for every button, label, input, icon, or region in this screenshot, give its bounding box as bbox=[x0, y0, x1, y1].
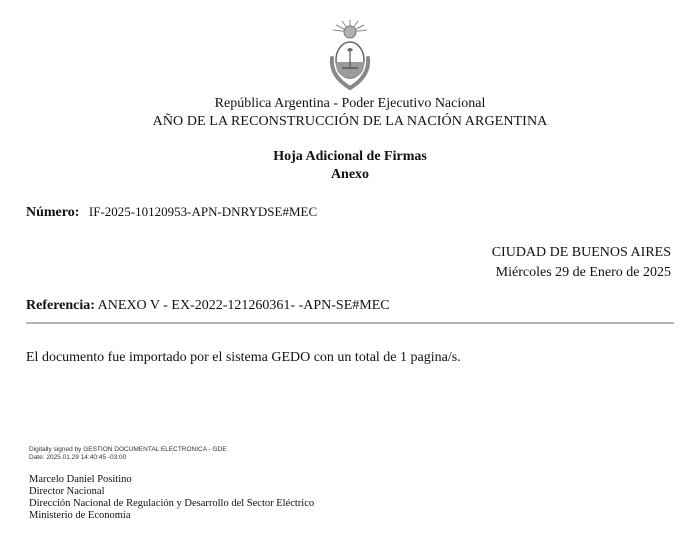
numero-value: IF-2025-10120953-APN-DNRYDSE#MEC bbox=[88, 204, 318, 219]
date: Miércoles 29 de Enero de 2025 bbox=[495, 265, 671, 280]
reference bbox=[26, 298, 390, 314]
document-title: Hoja Adicional de Firmas bbox=[273, 149, 427, 164]
referencia-label: Referencia: bbox=[26, 298, 95, 313]
signer-role: Director Nacional bbox=[29, 486, 105, 497]
document-subtitle: Anexo bbox=[330, 167, 370, 182]
referencia-value: ANEXO V - EX-2022-121260361- -APN-SE#MEC bbox=[97, 298, 390, 313]
signature-block bbox=[29, 474, 314, 522]
digital-signed-by: Digitally signed by GESTION DOCUMENTAL ELECTRONICA - GDE bbox=[29, 446, 227, 453]
argentina-coat-of-arms-icon bbox=[322, 18, 378, 92]
numero-label: Número: bbox=[26, 205, 80, 220]
digital-signature-stamp bbox=[29, 446, 227, 461]
signer-office: Dirección Nacional de Regulación y Desarrollo del Sector Eléctrico bbox=[29, 498, 315, 509]
divider bbox=[26, 322, 674, 324]
header-line-2: AÑO DE LA RECONSTRUCCIÓN DE LA NACIÓN ARGENTINA bbox=[152, 114, 548, 129]
signer-name: Marcelo Daniel Positino bbox=[29, 474, 132, 485]
digital-signature-date: Date: 2025.01.29 14:40:45 -03:00 bbox=[29, 453, 127, 461]
body-text: El documento fue importado por el sistema GEDO con un total de 1 pagina/s. bbox=[26, 350, 461, 365]
header-line-1: República Argentina - Poder Ejecutivo Nacional bbox=[214, 96, 486, 111]
signer-ministry: Ministerio de Economía bbox=[29, 510, 131, 521]
city: CIUDAD DE BUENOS AIRES bbox=[491, 245, 671, 260]
document-number bbox=[26, 204, 317, 221]
place-and-date bbox=[492, 243, 671, 283]
